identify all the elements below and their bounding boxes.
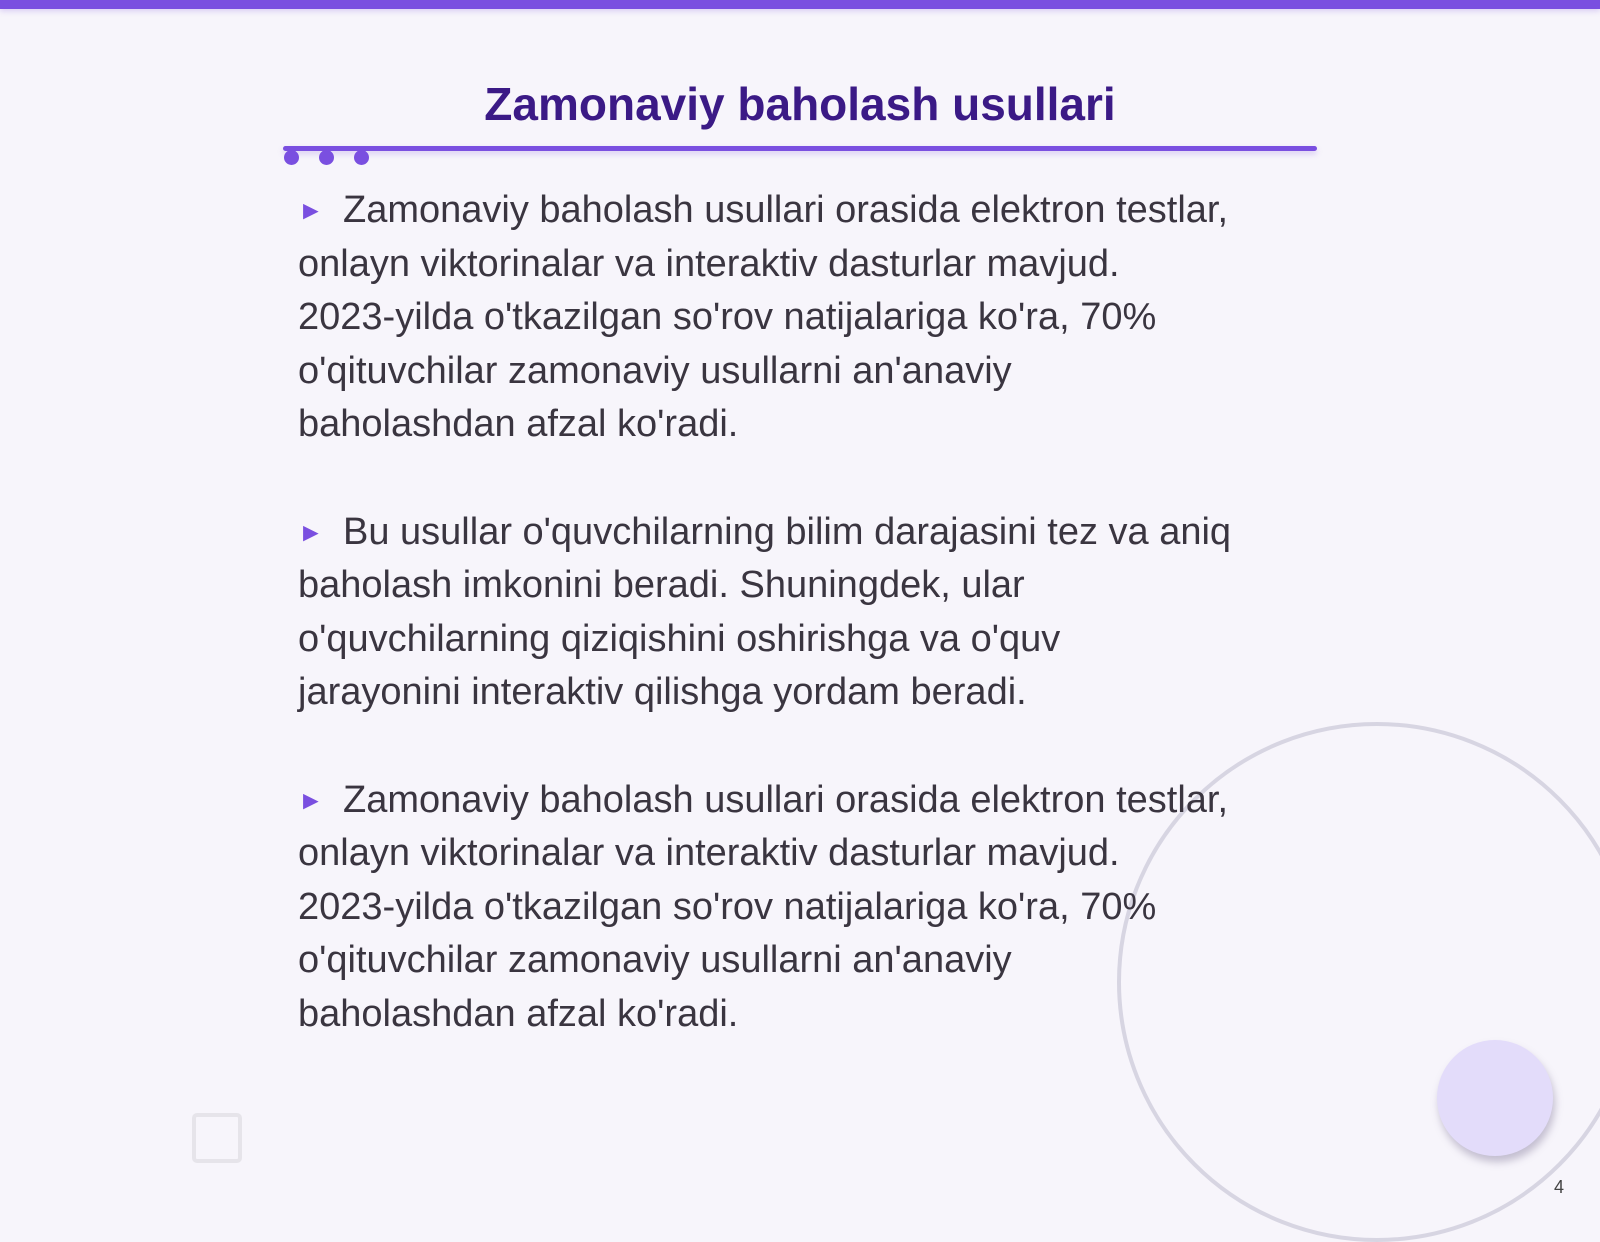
decorative-dot (354, 150, 369, 165)
top-accent-bar (0, 0, 1600, 9)
title-underline (283, 146, 1317, 151)
decorative-square (192, 1113, 242, 1163)
bullet-text-line: o'qituvchilar zamonaviy usullarni an'anaviy (298, 939, 1012, 981)
triangle-bullet-icon: ► (298, 516, 324, 547)
bullet-text-line: baholashdan afzal ko'radi. (298, 403, 739, 445)
bullet-text-line: Zamonaviy baholash usullari orasida elektron testlar, (343, 189, 1229, 231)
triangle-bullet-icon: ► (298, 195, 324, 225)
bullet-item (298, 774, 1308, 1042)
bullet-text-line: onlayn viktorinalar va interaktiv dasturlar mavjud. (298, 242, 1120, 285)
page-number: 4 (1554, 1177, 1565, 1197)
bullet-text-line: o'quvchilarning qiziqishini oshirishga va o'quv (298, 617, 1061, 660)
slide-title: Zamonaviy baholash usullari (484, 78, 1116, 130)
bullet-list (298, 184, 1308, 1095)
bullet-text-line: onlayn viktorinalar va interaktiv dasturlar mavjud. (298, 832, 1120, 874)
bullet-text-line: 2023-yilda o'tkazilgan so'rov natijalariga ko'ra, 70% (298, 296, 1157, 338)
bullet-text-line: jarayonini interaktiv qilishga yordam beradi. (298, 671, 1027, 713)
bullet-text-line: baholashdan afzal ko'radi. (298, 992, 739, 1035)
decorative-dot (319, 150, 334, 165)
bullet-text-line: baholash imkonini beradi. Shuningdek, ular (298, 564, 1025, 606)
bullet-text-line: Bu usullar o'quvchilarning bilim darajasini tez va aniq (343, 510, 1232, 553)
decorative-circle (1437, 1040, 1553, 1156)
bullet-text-line: 2023-yilda o'tkazilgan so'rov natijalariga ko'ra, 70% (298, 885, 1157, 928)
bullet-text-line: Zamonaviy baholash usullari orasida elektron testlar, (343, 778, 1229, 821)
decorative-dot (284, 150, 299, 165)
triangle-bullet-icon: ► (298, 784, 324, 815)
bullet-item (298, 184, 1308, 452)
bullet-text-line: o'qituvchilar zamonaviy usullarni an'anaviy (298, 349, 1012, 392)
bullet-item (298, 506, 1308, 720)
